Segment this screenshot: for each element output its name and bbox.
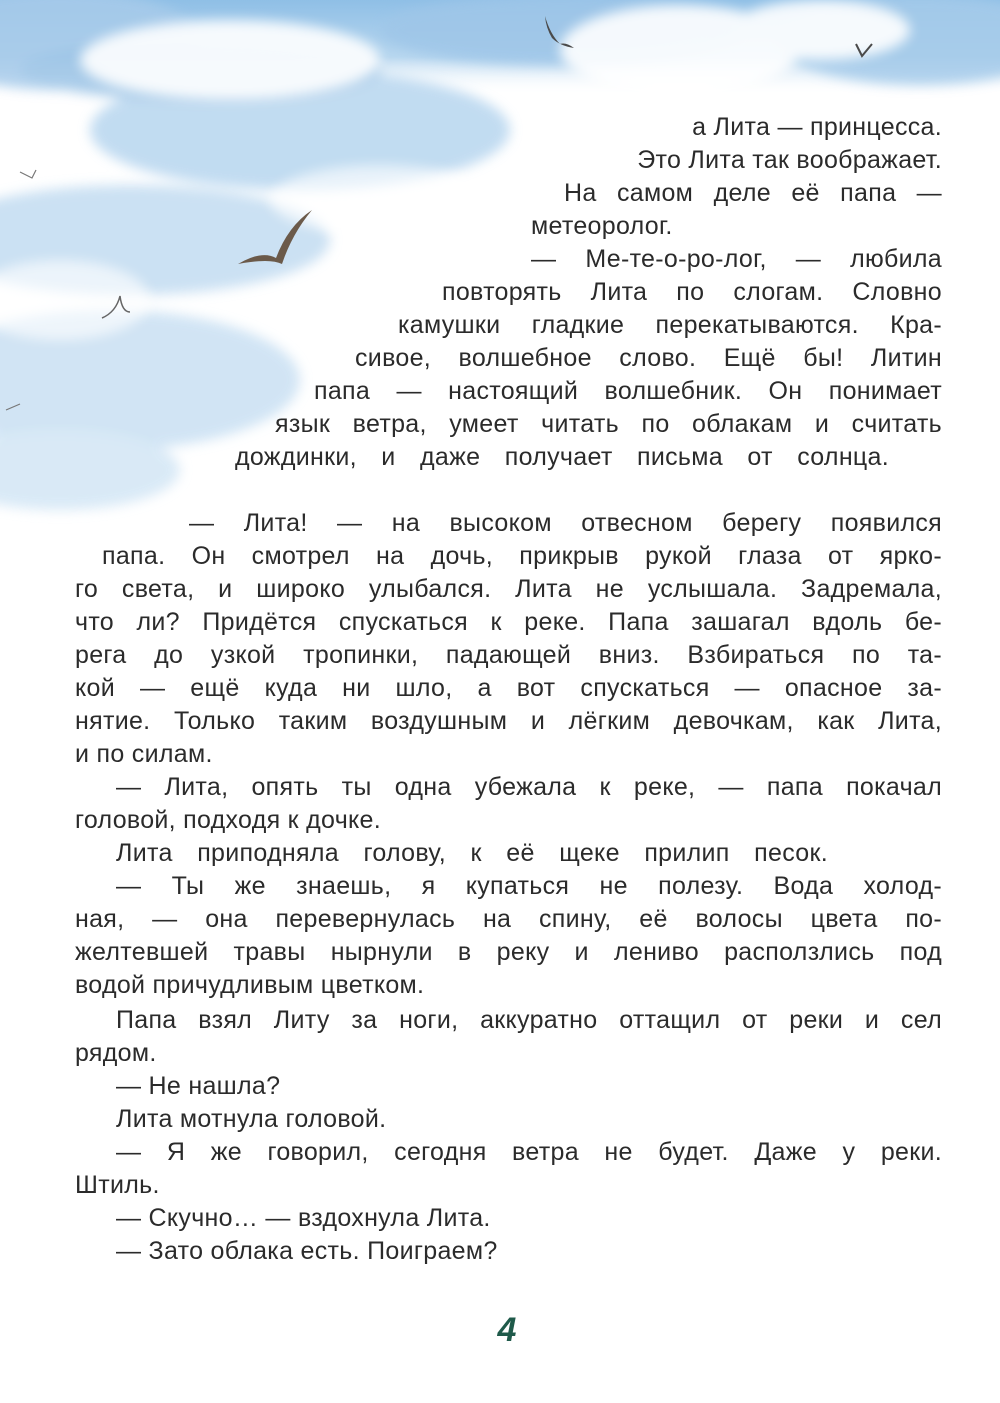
text-line: — Я же говорил, сегодня ветра не будет. Даже у реки. xyxy=(116,1138,942,1166)
text-line: рядом. xyxy=(75,1039,157,1067)
text-line: — Скучно… — вздохнула Лита. xyxy=(116,1204,491,1232)
text-line: папа. Он смотрел на дочь, прикрыв рукой глаза от ярко- xyxy=(102,542,942,570)
text-line: камушки гладкие перекатываются. Кра- xyxy=(398,311,942,339)
text-line: метеоролог. xyxy=(531,212,673,240)
text-line: повторять Лита по слогам. Словно xyxy=(442,278,942,306)
text-line: сивое, волшебное слово. Ещё бы! Литин xyxy=(355,344,942,372)
text-line: желтевшей травы нырнули в реку и лениво расползлись под xyxy=(75,938,942,966)
text-line: На самом деле её папа — xyxy=(564,179,942,207)
text-line: головой, подходя к дочке. xyxy=(75,806,381,834)
text-line: Штиль. xyxy=(75,1171,160,1199)
page-number: 4 xyxy=(497,1311,517,1349)
text-line: рега до узкой тропинки, падающей вниз. Взбираться по та- xyxy=(75,641,942,669)
text-line: кой — ещё куда ни шло, а вот спускаться — опасное за- xyxy=(75,674,942,702)
text-line: Папа взял Литу за ноги, аккуратно оттащил от реки и сел xyxy=(116,1006,942,1034)
text-line: водой причудливым цветком. xyxy=(75,971,425,999)
text-line: — Ты же знаешь, я купаться не полезу. Вода холод- xyxy=(116,872,942,900)
bird-small-icon xyxy=(20,170,36,178)
text-line: что ли? Придётся спускаться к реке. Папа зашагал вдоль бе- xyxy=(75,608,942,636)
text-line: а Лита — принцесса. xyxy=(692,113,942,141)
text-line: — Ме-те-о-ро-лог, — любила xyxy=(531,245,942,273)
text-line: язык ветра, умеет читать по облакам и считать xyxy=(275,410,942,438)
text-line: Лита мотнула головой. xyxy=(116,1105,387,1133)
text-line: нятие. Только таким воздушным и лёгким девочкам, как Лита, xyxy=(75,707,942,735)
text-line: дождинки, и даже получает письма от солнца. xyxy=(235,443,889,471)
text-line: Лита приподняла голову, к её щеке прилип песок. xyxy=(116,839,828,867)
text-line: го света, и широко улыбался. Лита не услышала. Задремала, xyxy=(75,575,942,603)
text-line: — Лита! — на высоком отвесном берегу появился xyxy=(189,509,942,537)
text-line: ная, — она перевернулась на спину, её волосы цвета по- xyxy=(75,905,942,933)
text-line: папа — настоящий волшебник. Он понимает xyxy=(314,377,942,405)
text-line: — Лита, опять ты одна убежала к реке, — папа покачал xyxy=(116,773,942,801)
text-line: и по силам. xyxy=(75,740,213,768)
text-line: Это Лита так воображает. xyxy=(637,146,942,174)
text-line: — Не нашла? xyxy=(116,1072,281,1100)
text-line: — Зато облака есть. Поиграем? xyxy=(116,1237,498,1265)
